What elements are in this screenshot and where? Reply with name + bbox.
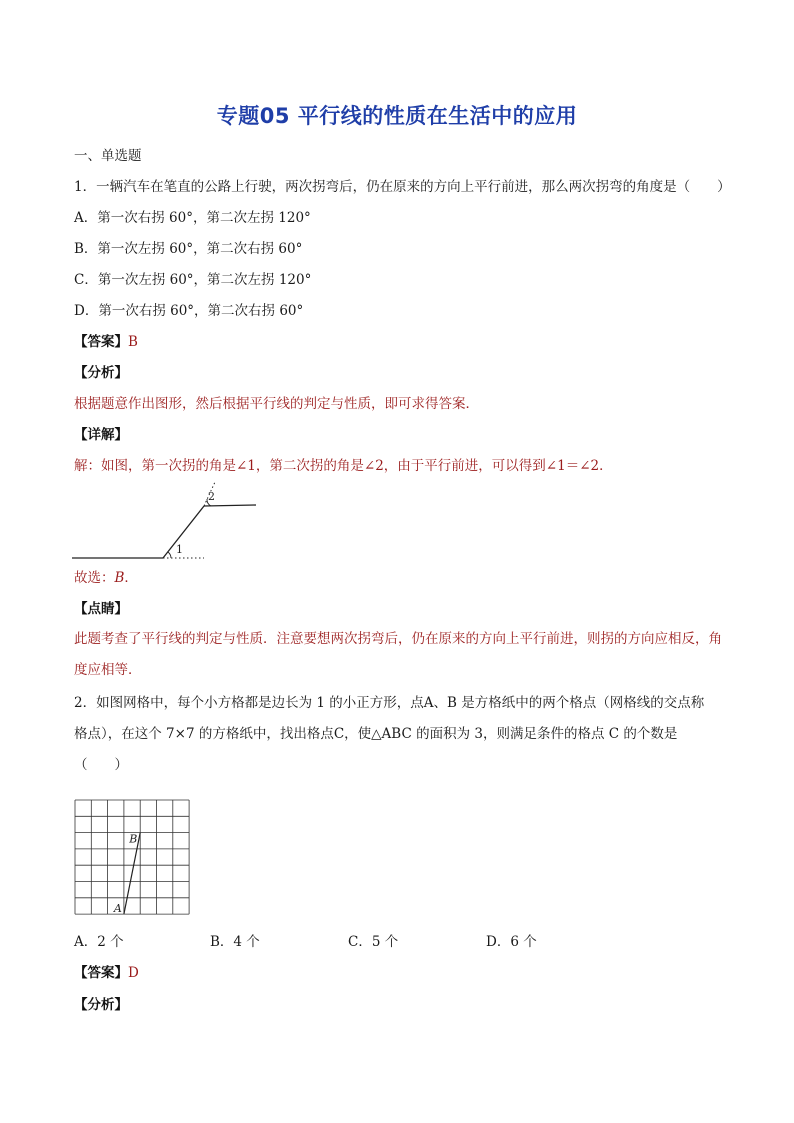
q2-answer bbox=[74, 963, 139, 983]
q1-choose bbox=[74, 568, 138, 588]
q2-answer-value: D bbox=[128, 965, 139, 981]
q1-choose-prefix: 故选： bbox=[74, 570, 115, 586]
q1-turn-figure bbox=[70, 478, 270, 568]
road-segment-middle bbox=[163, 506, 204, 558]
q1-choose-value: B bbox=[114, 570, 125, 586]
q2-option-d: D．6 个 bbox=[486, 934, 537, 950]
q1-option-a: A．第一次右拐 60°，第二次左拐 120° bbox=[74, 210, 311, 226]
q1-analysis-label: 【分析】 bbox=[74, 365, 128, 381]
q1-answer bbox=[74, 332, 138, 352]
q1-analysis-text: 根据题意作出图形，然后根据平行线的判定与性质，即可求得答案． bbox=[74, 396, 479, 412]
q1-choose-suffix: ． bbox=[124, 570, 138, 586]
road-segment-end bbox=[204, 505, 256, 506]
q2-analysis-label: 【分析】 bbox=[74, 997, 128, 1013]
q2-option-c: C．5 个 bbox=[348, 934, 399, 950]
q1-answer-label: 【答案】 bbox=[74, 334, 128, 350]
q1-comment-label: 【点睛】 bbox=[74, 601, 128, 617]
q2-stem-line2: 格点），在这个 7×7 的方格纸中，找出格点C，使△ABC 的面积为 3，则满足条件的格点 C 的个数是 bbox=[74, 726, 678, 742]
point-a-label: A bbox=[113, 902, 122, 916]
section-heading: 一、单选题 bbox=[74, 148, 142, 164]
q1-detail-text: 解：如图，第一次拐的角是∠1，第二次拐的角是∠2，由于平行前进，可以得到∠1＝∠2． bbox=[74, 458, 613, 474]
q1-stem: 1．一辆汽车在笔直的公路上行驶，两次拐弯后，仍在原来的方向上平行前进，那么两次拐弯的角度是（ ） bbox=[74, 179, 731, 195]
page-title: 专题05 平行线的性质在生活中的应用 bbox=[216, 104, 578, 128]
point-b-label: B bbox=[129, 832, 138, 846]
angle-2-label: 2 bbox=[208, 490, 215, 503]
q2-answer-label: 【答案】 bbox=[74, 965, 128, 981]
grid-lines bbox=[75, 800, 189, 914]
angle-1-label: 1 bbox=[176, 543, 183, 556]
q2-grid-figure bbox=[70, 795, 195, 920]
q2-option-a: A．2 个 bbox=[74, 934, 124, 950]
q1-comment-text: 此题考查了平行线的判定与性质．注意要想两次拐弯后，仍在原来的方向上平行前进，则拐的方向应相反，角度应相等． bbox=[74, 631, 722, 678]
angle-1-arc bbox=[168, 552, 171, 558]
q2-stem-line3: （ ） bbox=[74, 757, 128, 773]
q1-detail-label: 【详解】 bbox=[74, 427, 128, 443]
q2-option-b: B．4 个 bbox=[210, 934, 260, 950]
q1-answer-value: B bbox=[128, 334, 138, 350]
q1-option-d: D．第一次右拐 60°，第二次右拐 60° bbox=[74, 303, 304, 319]
q2-stem-line1: 2．如图网格中，每个小方格都是边长为 1 的小正方形，点A、B 是方格纸中的两个格点（网格线的交点称 bbox=[74, 695, 705, 711]
q1-option-c: C．第一次左拐 60°，第二次左拐 120° bbox=[74, 272, 312, 288]
q1-option-b: B．第一次左拐 60°，第二次右拐 60° bbox=[74, 241, 303, 257]
